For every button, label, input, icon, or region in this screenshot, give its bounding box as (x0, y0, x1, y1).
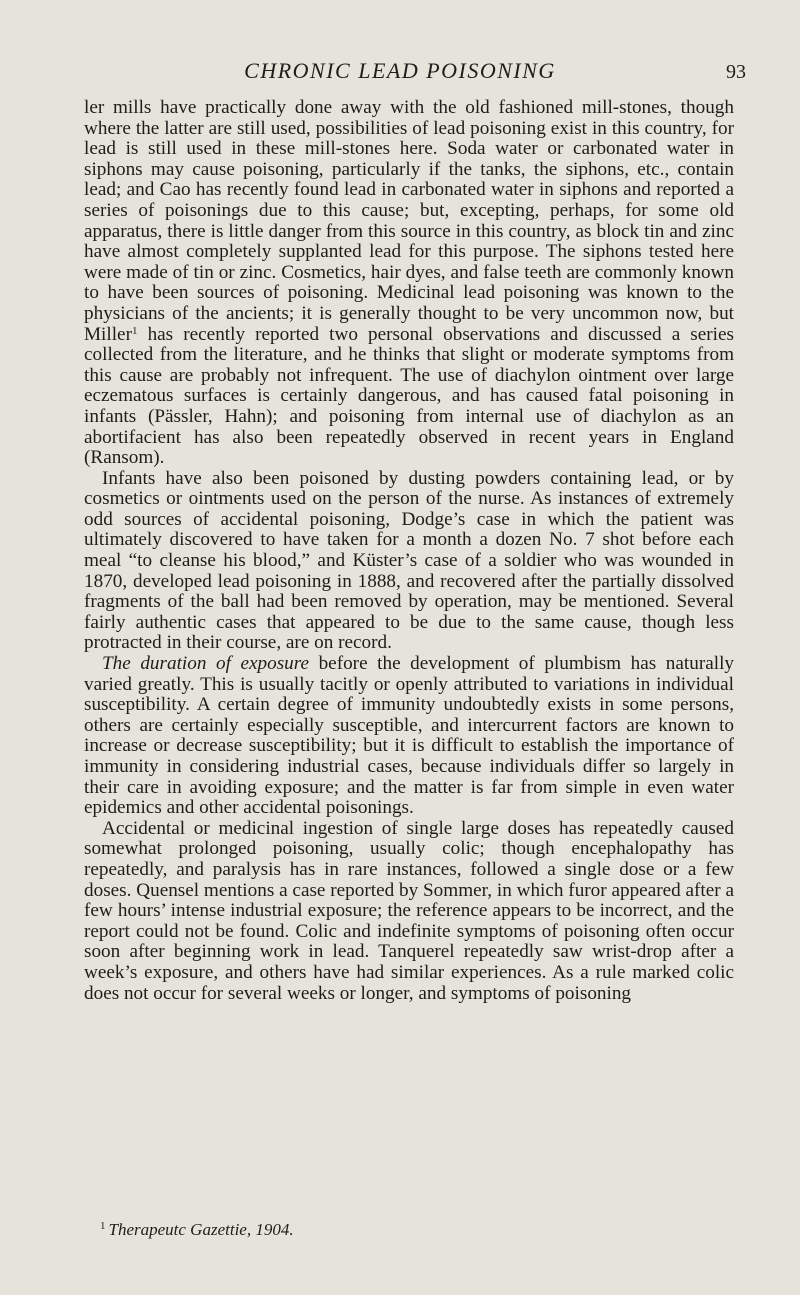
body-text (84, 98, 734, 1004)
running-title: CHRONIC LEAD POISONING (244, 58, 556, 83)
running-head (0, 58, 800, 88)
footnote-text: Therapeutc Gazettie, 1904. (108, 1220, 294, 1239)
paragraph-2: Infants have also been poisoned by dusting powders containing lead, or by cosmetics or ointments used on the person of the nurse. As instances of extremely odd sources of accidental poisoning, Dodge’s case in which the patient was ultimately discovered to have taken for a month a dozen No. 7 shot before each meal “to cleanse his blood,” and Küster’s case of a soldier who was wounded in 1870, developed lead poisoning in 1888, and recovered after the partially dissolved fragments of the ball had been removed by operation, may be mentioned. Several fairly authentic cases that appeared to be due to the same cause, though less protracted in their course, are on record. (84, 467, 734, 654)
paragraph-4: Accidental or medicinal ingestion of single large doses has repeatedly caused somewhat prolonged poisoning, usually colic; though encephalopathy has repeatedly, and paralysis has in rare instances, followed a single dose or a few doses. Quensel mentions a case reported by Sommer, in which furor appeared after a few hours’ intense industrial exposure; the reference appears to be incorrect, and the report could not be found. Colic and indefinite symptoms of poisoning often occur soon after beginning work in lead. Tanquerel repeatedly saw wrist-drop after a week’s exposure, and others have had similar experiences. As a rule marked colic does not occur for several weeks or longer, and symptoms of poisoning (84, 817, 734, 1004)
footnote (100, 1220, 720, 1240)
paragraph-1 (84, 98, 734, 469)
footnote-marker: 1 (100, 1220, 106, 1232)
paragraph-1-part-b: has recently reported two personal observations and discussed a series collected from the literature, and he thinks that slight or moderate symptoms from this cause are probably not infrequent. The use of diachylon ointment over large eczematous surfaces is certainly dangerous, and has caused fatal poisoning in infants (Pässler, Hahn); and poisoning from internal use of diachylon as an abortifacient has also been repeatedly observed in recent years in England (Ransom). (84, 323, 734, 469)
paragraph-1-part-a: ler mills have practically done away with the old fashioned mill-stones, though where the latter are still used, possibilities of lead poisoning exist in this country, for lead is still used in these mill-stones here. Soda water or carbonated water in siphons may cause poisoning, particularly if the tanks, the siphons, etc., contain lead; and Cao has recently found lead in carbonated water in siphons and reported a series of poisonings due to this cause; but, excepting, perhaps, for some old apparatus, there is little danger from this source in this country, as block tin and zinc have almost completely supplanted lead for this purpose. The siphons tested here were made of tin or zinc. Cosmetics, hair dyes, and false teeth are commonly known to have been sources of poisoning. Medicinal lead poisoning was known to the physicians of the ancients; it is generally thought to be very uncommon now, but Miller (84, 97, 734, 345)
footnote-reference: 1 (131, 324, 138, 337)
page-number: 93 (726, 61, 746, 83)
paragraph-3-rest: before the development of plumbism has naturally varied greatly. This is usually tacitly or openly attributed to variations in individual susceptibility. A certain degree of immunity undoubtedly exists in some persons, others are certainly especially susceptible, and intercurrent factors are known to increase or decrease susceptibility; but it is difficult to establish the importance of immunity in considering industrial cases, because individuals differ so largely in their care in avoiding exposure; and the matter is far from simple in even water epidemics and other accidental poisonings. (84, 653, 734, 819)
paragraph-3-italic-lead: The duration of exposure (102, 653, 310, 675)
paragraph-3 (84, 654, 734, 819)
